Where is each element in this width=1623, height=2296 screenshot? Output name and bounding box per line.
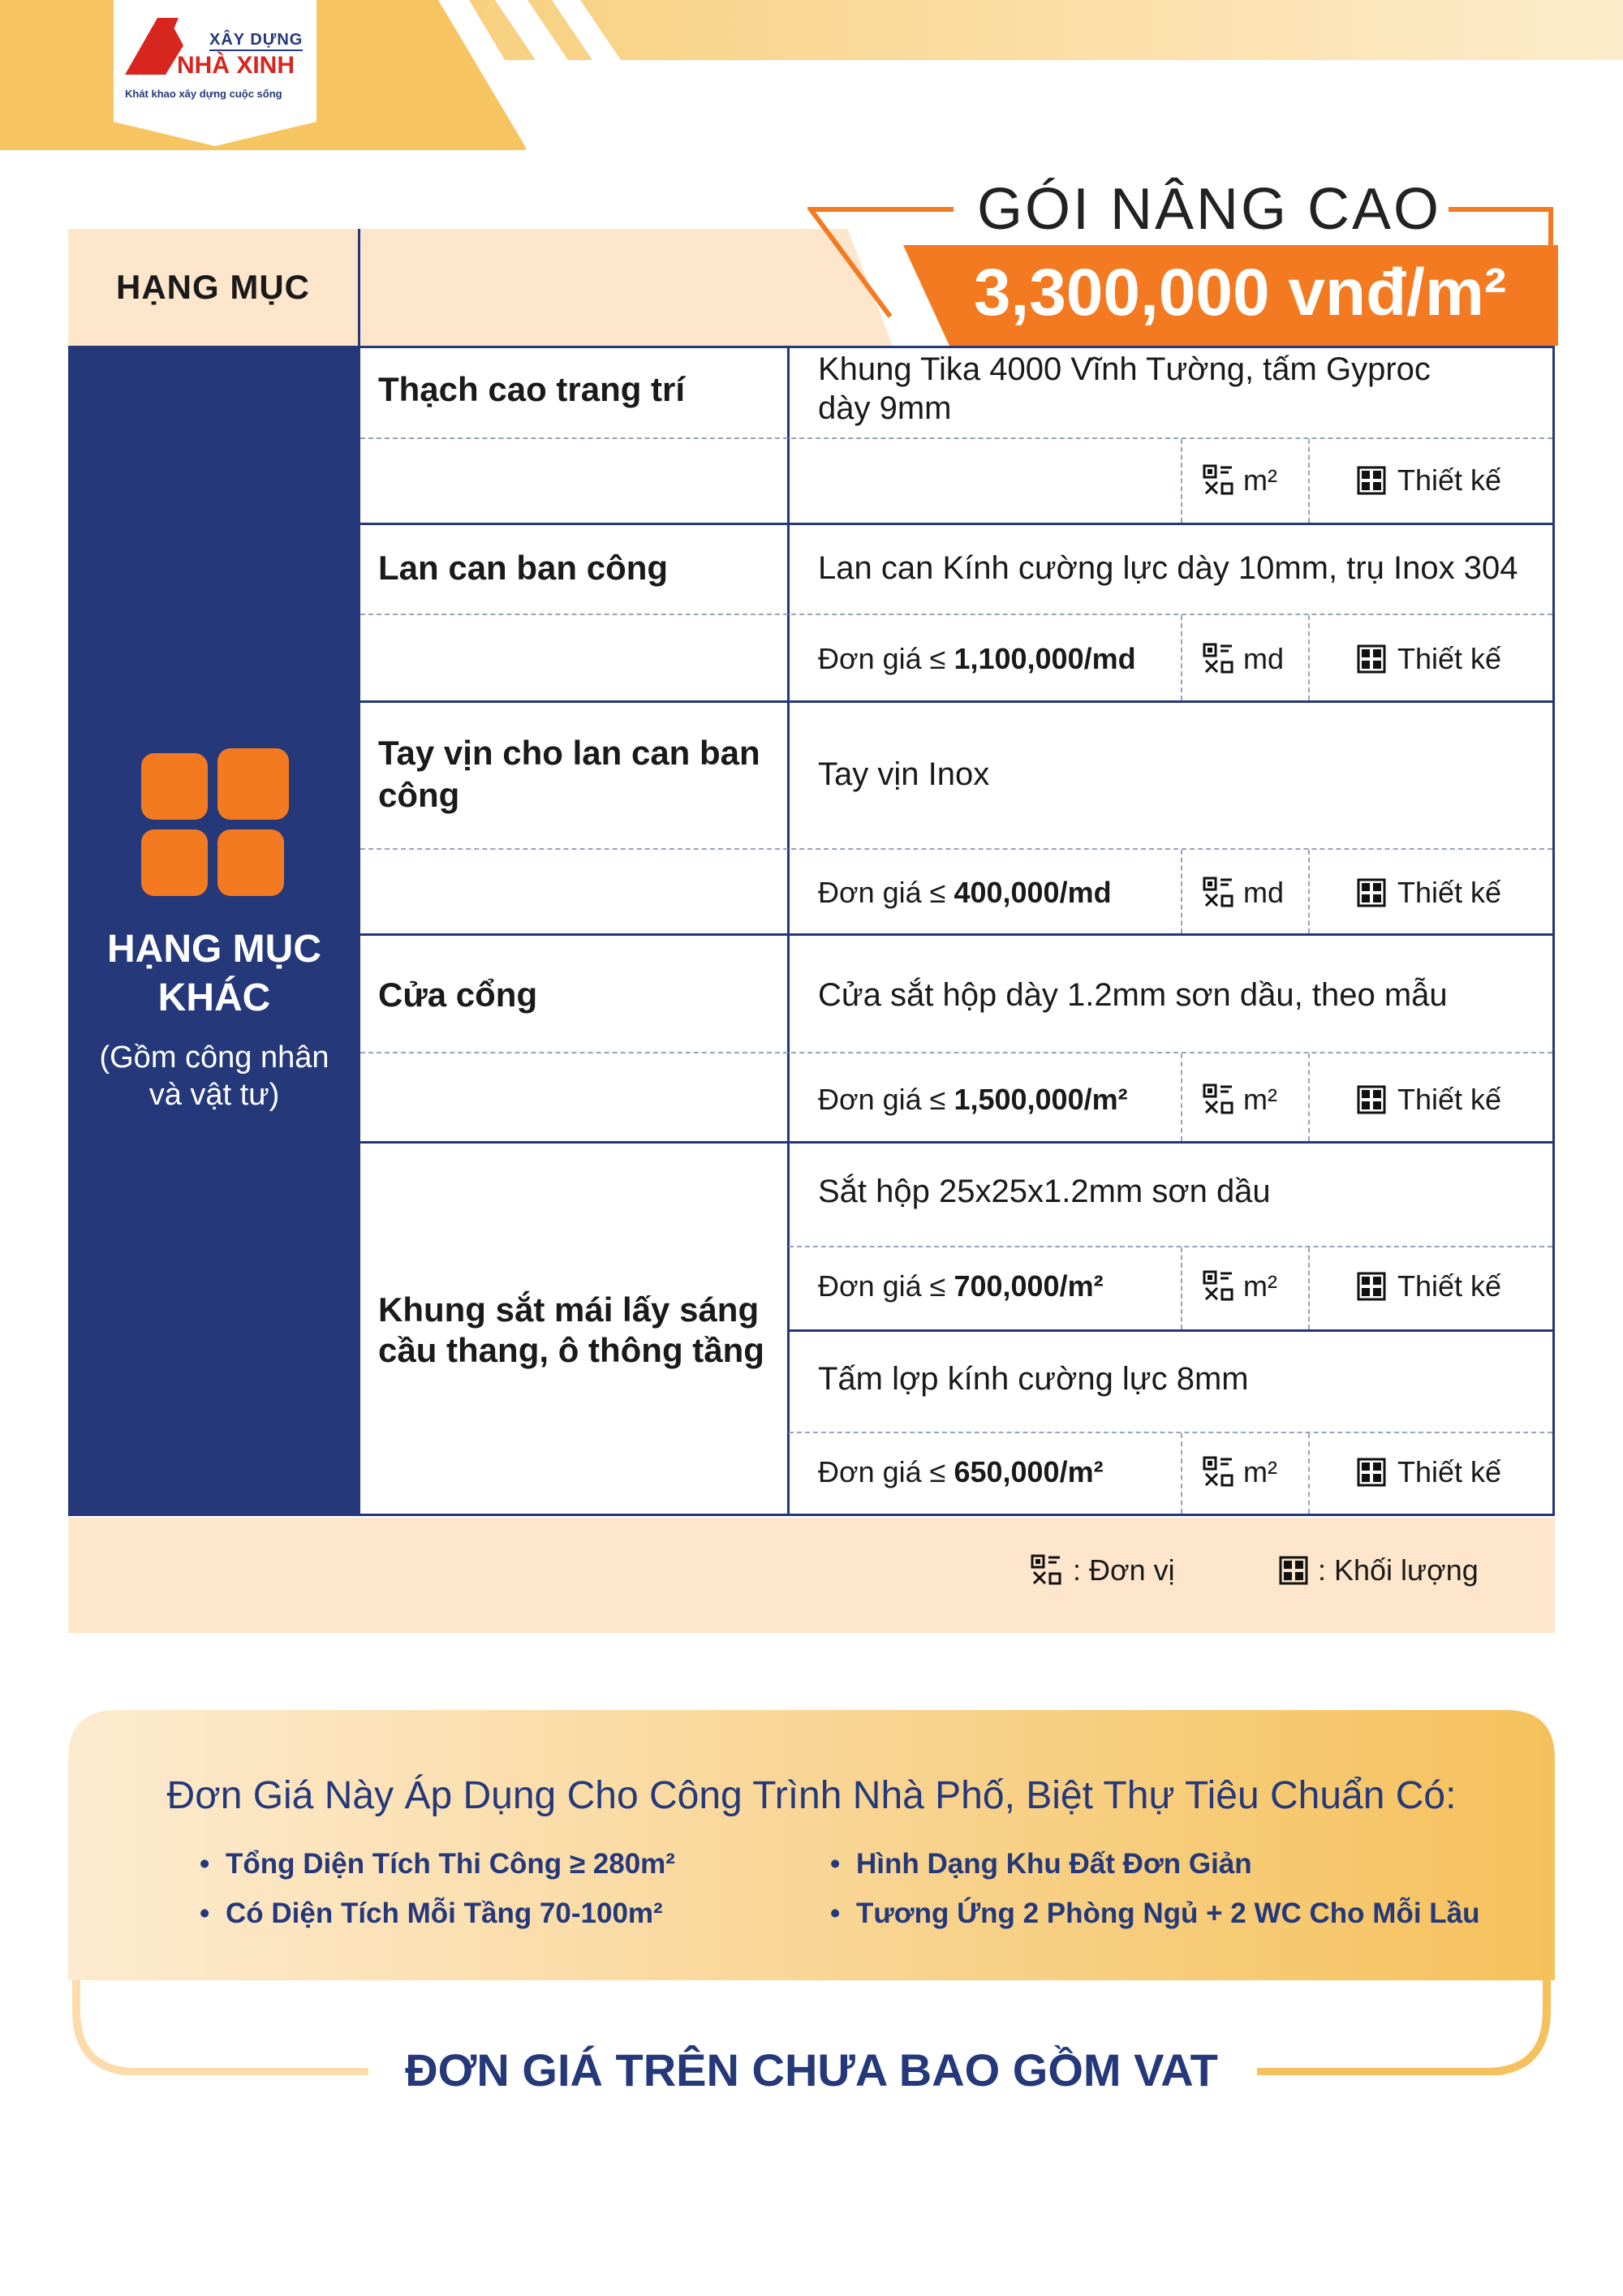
item-unit-1 [1203, 463, 1277, 498]
item-qty-2 [1357, 641, 1501, 677]
vdash-1b [1308, 439, 1310, 523]
table-bottom-border [360, 1514, 1555, 1516]
category-grid-icon [141, 753, 284, 896]
package-price: 3,300,000 vnđ/m² [973, 256, 1507, 330]
item-price-3 [818, 875, 1112, 911]
price-prefix-5b: Đơn giá ≤ [818, 1455, 954, 1488]
category-title-line2: KHÁC [157, 976, 271, 1019]
price-value-2: 1,100,000/md [954, 642, 1136, 675]
item-unit-4 [1203, 1082, 1277, 1118]
item-unit-5a-text: m² [1243, 1269, 1277, 1303]
item-unit-2 [1203, 641, 1284, 677]
vdash-4a [1181, 1053, 1182, 1141]
item-name-1: Thạch cao trang trí [378, 370, 686, 408]
unit-measure-icon [1203, 1083, 1235, 1116]
header-divider [358, 229, 360, 346]
item-unit-1-text: m² [1243, 463, 1277, 497]
row-sep-4 [360, 1141, 1555, 1144]
unit-measure-icon [1203, 877, 1235, 909]
price-value-4: 1,500,000/m² [954, 1083, 1128, 1116]
category-subtitle-line2: và vật tư) [149, 1078, 280, 1112]
logo-tagline: Khát khao xây dựng cuộc sống [125, 88, 282, 100]
unit-measure-icon [1203, 1270, 1235, 1303]
note-bullet-2: • Có Diện Tích Mỗi Tầng 70-100m² [226, 1896, 663, 1932]
column-header-label: HẠNG MỤC [116, 268, 310, 306]
category-title-line1: HẠNG MỤC [107, 928, 321, 971]
grid-quantity-icon [1279, 1556, 1308, 1585]
item-price-4 [818, 1082, 1128, 1118]
item-desc-1-line1: Khung Tika 4000 Vĩnh Tường, tấm Gyproc [818, 351, 1431, 387]
note-bullet-1: • Tổng Diện Tích Thi Công ≥ 280m² [226, 1846, 675, 1882]
vdash-1a [1181, 439, 1182, 523]
grid-quantity-icon [1357, 878, 1386, 907]
item-name-5-line1: Khung sắt mái lấy sáng [378, 1290, 760, 1329]
row-sep-2 [360, 700, 1555, 703]
price-prefix-3: Đơn giá ≤ [818, 876, 954, 909]
item-unit-5b-text: m² [1243, 1455, 1277, 1488]
item-price-5b [818, 1454, 1104, 1490]
grid-quantity-icon [1357, 1085, 1386, 1114]
item-unit-3-text: md [1243, 876, 1285, 909]
legend-unit [1031, 1553, 1175, 1588]
item-name-2: Lan can ban công [378, 549, 669, 587]
item-desc-5b: Tấm lợp kính cường lực 8mm [818, 1361, 1249, 1397]
vdash-2b [1308, 615, 1310, 700]
price-value-5a: 700,000/m² [954, 1269, 1104, 1303]
dash-3 [360, 848, 1552, 850]
package-name: GÓI NÂNG CAO [976, 177, 1442, 242]
logo-line1: XÂY DỰNG [209, 31, 303, 51]
note-heading: Đơn Giá Này Áp Dụng Cho Công Trình Nhà Phố, Biệt Thự Tiêu Chuẩn Có: [166, 1774, 1457, 1817]
item-name-5-line2: cầu thang, ô thông tầng [378, 1331, 764, 1369]
item-desc-2: Lan can Kính cường lực dày 10mm, trụ Inox 304 [818, 550, 1518, 586]
category-subtitle-line1: (Gồm công nhân [99, 1040, 329, 1075]
note-box [68, 1710, 1555, 2075]
item-desc-5a: Sắt hộp 25x25x1.2mm sơn dầu [818, 1174, 1271, 1209]
dash-4 [360, 1052, 1552, 1053]
price-value-5b: 650,000/m² [954, 1455, 1104, 1488]
legend-qty [1279, 1553, 1479, 1588]
item-qty-3 [1357, 875, 1501, 911]
price-value-3: 400,000/md [954, 876, 1112, 909]
item-price-5a [818, 1269, 1104, 1304]
item-qty-1-text: Thiết kế [1397, 463, 1502, 497]
item-qty-5b [1357, 1454, 1501, 1490]
unit-measure-icon [1203, 643, 1235, 675]
item-unit-4-text: m² [1243, 1083, 1277, 1116]
price-prefix-4: Đơn giá ≤ [818, 1083, 954, 1116]
logo-line2: NHÀ XINH [177, 52, 295, 79]
tile-bottom-left [141, 829, 208, 896]
vdash-4b [1308, 1053, 1310, 1141]
item-name-3-line2: công [378, 776, 460, 814]
item-qty-5a-text: Thiết kế [1397, 1269, 1502, 1303]
legend-unit-label: : Đơn vị [1073, 1553, 1175, 1587]
legend-qty-label: : Khối lượng [1318, 1553, 1479, 1587]
vdash-5a [1181, 1247, 1182, 1329]
item-qty-4 [1357, 1082, 1501, 1118]
item-qty-5a [1357, 1269, 1501, 1304]
tile-bottom-right [217, 829, 284, 896]
item-unit-3 [1203, 875, 1284, 911]
grid-quantity-icon [1357, 1272, 1386, 1301]
item-qty-1 [1357, 463, 1501, 498]
grid-quantity-icon [1357, 466, 1386, 495]
table-top-border [360, 346, 1555, 348]
item-qty-3-text: Thiết kế [1397, 876, 1502, 909]
note-bullet-3: • Hình Dạng Khu Đất Đơn Giản [856, 1846, 1252, 1882]
dash-5 [789, 1246, 1552, 1247]
row-sep-5 [789, 1329, 1555, 1332]
column-divider [787, 346, 790, 1516]
vdash-2a [1181, 615, 1182, 700]
item-name-3-line1: Tay vịn cho lan can ban [378, 734, 760, 772]
item-qty-2-text: Thiết kế [1397, 642, 1502, 675]
vat-footer-note: ĐƠN GIÁ TRÊN CHƯA BAO GỒM VAT [405, 2044, 1218, 2096]
tile-top-right [217, 748, 289, 820]
item-name-4: Cửa cổng [378, 976, 538, 1014]
item-desc-3: Tay vịn Inox [818, 756, 990, 792]
category-subtitle [68, 1039, 360, 1114]
vdash-6a [1181, 1433, 1182, 1514]
vdash-3b [1308, 850, 1310, 933]
row-sep-3 [360, 933, 1555, 936]
item-unit-5b [1203, 1454, 1277, 1490]
unit-measure-icon [1031, 1554, 1063, 1587]
dash-2 [360, 614, 1552, 615]
dash-6 [789, 1432, 1552, 1433]
item-unit-2-text: md [1243, 642, 1285, 675]
vdash-6b [1308, 1433, 1310, 1514]
grid-quantity-icon [1357, 1458, 1386, 1487]
item-price-2 [818, 641, 1136, 677]
item-qty-4-text: Thiết kế [1397, 1083, 1502, 1116]
vdash-3a [1181, 850, 1182, 933]
item-desc-1-line2: dày 9mm [818, 390, 952, 426]
grid-quantity-icon [1357, 644, 1386, 674]
item-qty-5b-text: Thiết kế [1397, 1455, 1502, 1488]
note-bullet-4: • Tương Ứng 2 Phòng Ngủ + 2 WC Cho Mỗi Lầu [856, 1896, 1480, 1932]
price-prefix-5a: Đơn giá ≤ [818, 1269, 954, 1303]
banner-white-area [526, 60, 1623, 150]
tile-top-left [141, 753, 208, 820]
row-sep-1 [360, 523, 1555, 525]
item-unit-5a [1203, 1269, 1277, 1304]
item-desc-4: Cửa sắt hộp dày 1.2mm sơn dầu, theo mẫu [818, 977, 1448, 1013]
vdash-5b [1308, 1247, 1310, 1329]
unit-measure-icon [1203, 464, 1235, 497]
table-right-border [1552, 346, 1555, 1516]
unit-measure-icon [1203, 1456, 1235, 1488]
dash-1 [360, 437, 1552, 439]
price-prefix-2: Đơn giá ≤ [818, 642, 954, 675]
category-title [68, 925, 360, 1023]
company-logo [114, 0, 316, 146]
